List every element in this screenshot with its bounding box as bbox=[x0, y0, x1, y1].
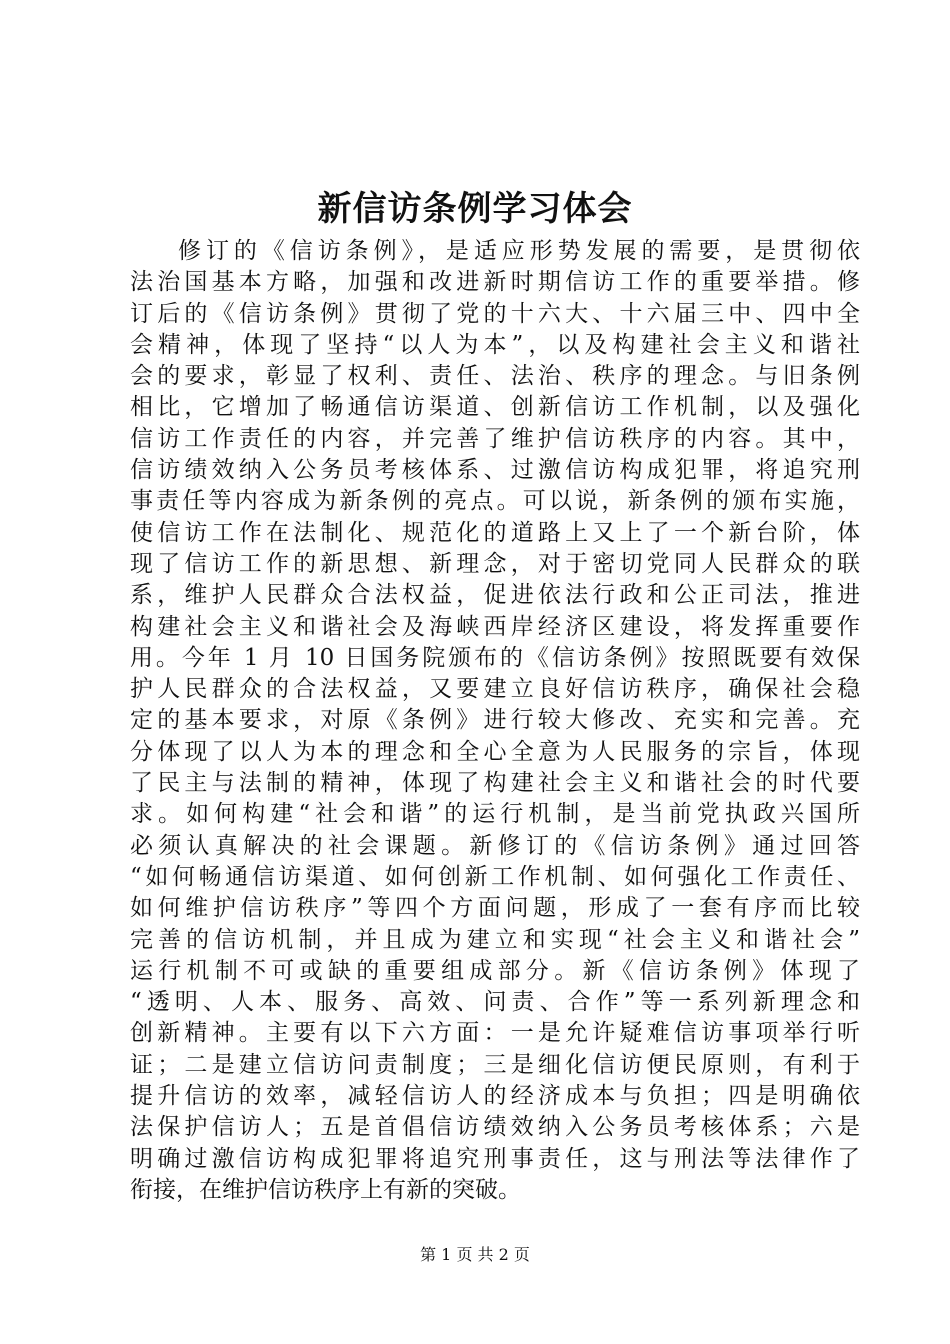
paragraph-line: 事责任等内容成为新条例的亮点。可以说，新条例的颁布实施， bbox=[130, 488, 860, 515]
paragraph-line: “透明、人本、服务、高效、问责、合作”等一系列新理念和 bbox=[130, 989, 860, 1016]
paragraph-line: 修订的《信访条例》，是适应形势发展的需要，是贯彻依 bbox=[178, 238, 860, 264]
paragraph-line: 系，维护人民群众合法权益，促进依法行政和公正司法，推进 bbox=[130, 582, 860, 609]
paragraph-line: 会精神，体现了坚持“以人为本”，以及构建社会主义和谐社 bbox=[130, 331, 860, 358]
paragraph-line: 衔接，在维护信访秩序上有新的突破。 bbox=[130, 1176, 521, 1203]
paragraph-line: 运行机制不可或缺的重要组成部分。新《信访条例》体现了 bbox=[130, 957, 860, 984]
paragraph-line: 证；二是建立信访问责制度；三是细化信访便民原则，有利于 bbox=[130, 1051, 860, 1078]
paragraph-line: 护人民群众的合法权益，又要建立良好信访秩序，确保社会稳 bbox=[130, 676, 860, 703]
paragraph-line: 完善的信访机制，并且成为建立和实现“社会主义和谐社会” bbox=[130, 926, 860, 953]
paragraph-line: 创新精神。主要有以下六方面：一是允许疑难信访事项举行听 bbox=[130, 1020, 860, 1047]
document-body bbox=[130, 236, 860, 1206]
paragraph-line: 了民主与法制的精神，体现了构建社会主义和谐社会的时代要 bbox=[130, 770, 860, 797]
paragraph-line: 现了信访工作的新思想、新理念，对于密切党同人民群众的联 bbox=[130, 550, 860, 577]
paragraph-line: 法保护信访人；五是首倡信访绩效纳入公务员考核体系；六是 bbox=[130, 1114, 860, 1141]
paragraph-line: 构建社会主义和谐社会及海峡西岸经济区建设，将发挥重要作 bbox=[130, 613, 860, 640]
paragraph-line: 使信访工作在法制化、规范化的道路上又上了一个新台阶，体 bbox=[130, 519, 860, 546]
document-title: 新信访条例学习体会 bbox=[317, 189, 633, 229]
paragraph-line: 会的要求，彰显了权利、责任、法治、秩序的理念。与旧条例 bbox=[130, 363, 860, 390]
paragraph-line: 如何维护信访秩序”等四个方面问题，形成了一套有序而比较 bbox=[130, 895, 860, 922]
paragraph-line: 必须认真解决的社会课题。新修订的《信访条例》通过回答 bbox=[130, 832, 860, 859]
paragraph-line: 相比，它增加了畅通信访渠道、创新信访工作机制，以及强化 bbox=[130, 394, 860, 421]
paragraph-line: 订后的《信访条例》贯彻了党的十六大、十六届三中、四中全 bbox=[130, 300, 860, 327]
paragraph-line: 信访绩效纳入公务员考核体系、过激信访构成犯罪，将追究刑 bbox=[130, 457, 860, 484]
paragraph-line: 信访工作责任的内容，并完善了维护信访秩序的内容。其中， bbox=[130, 425, 860, 452]
paragraph-line: 求。如何构建“社会和谐”的运行机制，是当前党执政兴国所 bbox=[130, 801, 860, 828]
paragraph-line: 法治国基本方略，加强和改进新时期信访工作的重要举措。修 bbox=[130, 269, 860, 296]
paragraph-line: 定的基本要求，对原《条例》进行较大修改、充实和完善。充 bbox=[130, 707, 860, 734]
paragraph-line: 明确过激信访构成犯罪将追究刑事责任，这与刑法等法律作了 bbox=[130, 1145, 860, 1172]
paragraph-line: “如何畅通信访渠道、如何创新工作机制、如何强化工作责任、 bbox=[130, 863, 860, 890]
page-footer: 第 1 页 共 2 页 bbox=[420, 1245, 530, 1264]
paragraph-line: 分体现了以人为本的理念和全心全意为人民服务的宗旨，体现 bbox=[130, 738, 860, 765]
paragraph-line: 用。今年 1 月 10 日国务院颁布的《信访条例》按照既要有效保 bbox=[130, 644, 860, 671]
paragraph-line: 提升信访的效率，减轻信访人的经济成本与负担；四是明确依 bbox=[130, 1083, 860, 1110]
